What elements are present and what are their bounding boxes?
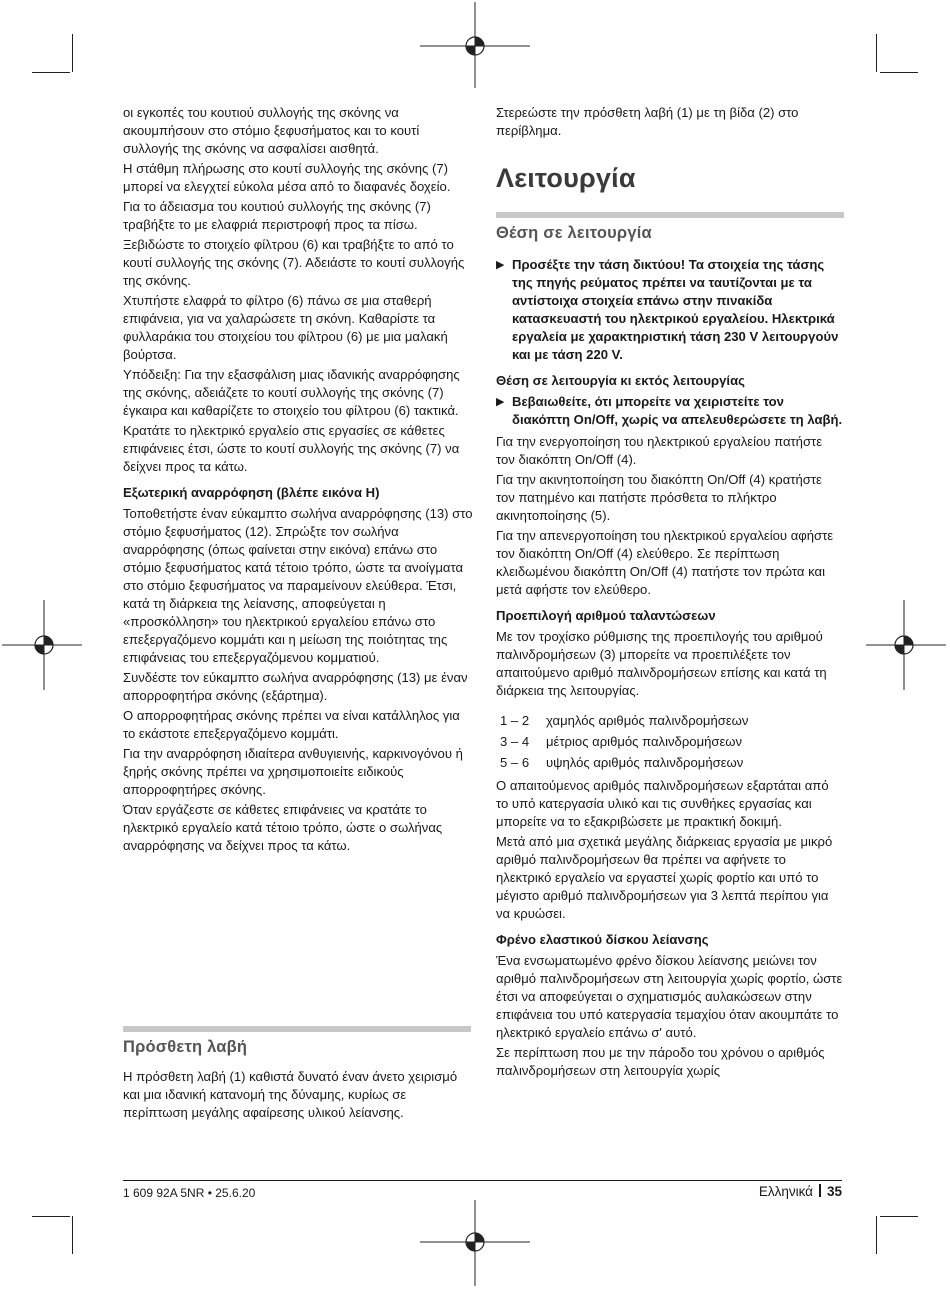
table-row xyxy=(496,752,844,773)
brake-heading: Φρένο ελαστικού δίσκου λείανσης xyxy=(496,932,709,947)
separator xyxy=(819,1184,821,1197)
crop-mark xyxy=(72,1216,73,1254)
registration-mark-bottom xyxy=(420,1200,530,1286)
warning-text: Βεβαιωθείτε, ότι μπορείτε να χειριστείτε τον διακόπτη On/Off, χωρίς να απελευθερώσετε τη λαβή. xyxy=(512,394,843,427)
range-cell: 3 – 4 xyxy=(500,734,530,749)
desc-cell: μέτριος αριθμός παλινδρομήσεων xyxy=(546,734,743,749)
frequency-table xyxy=(496,710,844,773)
external-suction-heading: Εξωτερική αναρρόφηση (βλέπε εικόνα H) xyxy=(123,485,380,500)
crop-mark xyxy=(880,72,918,73)
crop-mark xyxy=(72,34,73,72)
paragraph: Για το άδειασμα του κουτιού συλλογής της σκόνης (7) τραβήξτε το με ελαφριά περιστροφή προς τα πίσω. xyxy=(123,199,431,232)
table-row xyxy=(496,710,844,731)
paragraph: Η στάθμη πλήρωσης στο κουτί συλλογής της σκόνης (7) μπορεί να ελεγχτεί εύκολα μέσα από το διαφανές δοχείο. xyxy=(123,161,451,194)
paragraph: Με τον τροχίσκο ρύθμισης της προεπιλογής του αριθμού παλινδρομήσεων (3) μπορείτε να προεπιλέξετε τον απαιτούμενο αριθμό παλινδρομήσεων επίσης και κατά τη διάρκεια της λειτουργίας. xyxy=(496,629,827,698)
warning-text: Προσέξτε την τάση δικτύου! Τα στοιχεία της τάσης της πηγής ρεύματος πρέπει να ταυτίζονται με τα αντίστοιχα στοιχεία επάνω στην πινακίδα κατασκευαστή του ηλεκτρικού εργαλείου. Ηλεκτρικά εργαλεία με χαρακτηριστική τάση 230 V λειτουργούν και με τάση 220 V. xyxy=(512,257,839,362)
paragraph: Για την απενεργοποίηση του ηλεκτρικού εργαλείου αφήστε τον διακόπτη On/Off (4) ελεύθερο. Σε περίπτωση κλειδωμένου διακόπτη On/Off (4) πατήστε τον πρώτα και μετά αφήστε τον ελεύθερο. xyxy=(496,528,834,597)
page-number: 35 xyxy=(826,1184,842,1199)
paragraph: Μετά από μια σχετικά μεγάλης διάρκειας εργασία με μικρό αριθμό παλινδρομήσεων θα πρέπει να αφήνετε το ηλεκτρικό εργαλείο να εργαστεί χωρίς φορτίο και υπό το μέγιστο αριθμό παλινδρομήσεων για 3 λεπτά περίπου για να κρυώσει. xyxy=(496,834,833,921)
desc-cell: χαμηλός αριθμός παλινδρομήσεων xyxy=(546,713,749,728)
desc-cell: υψηλός αριθμός παλινδρομήσεων xyxy=(546,755,744,770)
registration-mark-top xyxy=(420,2,530,88)
paragraph: Τοποθετήστε έναν εύκαμπτο σωλήνα αναρρόφησης (13) στο στόμιο ξεφυσήματος (12). Σπρώξτε τον σωλήνα αναρρόφησης (όπως φαίνεται στην εικόνα) επάνω στο στόμιο ξεφυσήματος κατά τέτοιο τρόπο, ώστε τα ανοίγματα στο στόμιο ξεφυσήματος να παραμείνουν ελεύθερα. Έτσι, κατά τη διάρκεια της λείανσης, αποφεύγεται η «προσκόλληση» του ηλεκτρικού εργαλείου επάνω στο επεξεργαζόμενο κομμάτι και η μείωση της ποιότητας της επιφάνειας του επεξεργαζόμενου κομματιού. xyxy=(123,506,473,665)
section-heading: Θέση σε λειτουργία xyxy=(496,212,844,242)
crop-mark xyxy=(880,1216,918,1217)
triangle-bullet-icon: ▶ xyxy=(496,396,505,408)
main-heading: Λειτουργία xyxy=(496,163,636,193)
right-column xyxy=(496,104,844,1082)
note-paragraph: Υπόδειξη: Για την εξασφάλιση μιας ιδανικής αναρρόφησης της σκόνης, αδειάζετε το κουτί συλλογής της σκόνης (7) έγκαιρα και καθαρίζετε το στοιχείο του φίλτρου (6) τακτικά. xyxy=(123,367,460,418)
paragraph: Για την ενεργοποίηση του ηλεκτρικού εργαλείου πατήστε τον διακόπτη On/Off (4). xyxy=(496,434,823,467)
table-row xyxy=(496,731,844,752)
crop-mark xyxy=(876,1216,877,1254)
doc-code: 1 609 92A 5NR • 25.6.20 xyxy=(123,1186,256,1200)
registration-mark-left xyxy=(2,600,82,690)
paragraph: Συνδέστε τον εύκαμπτο σωλήνα αναρρόφησης (13) με έναν απορροφητήρα σκόνης (εξάρτημα). xyxy=(123,670,468,703)
paragraph: Στερεώστε την πρόσθετη λαβή (1) με τη βίδα (2) στο περίβλημα. xyxy=(496,105,799,138)
crop-mark xyxy=(32,72,70,73)
onoff-heading: Θέση σε λειτουργία κι εκτός λειτουργίας xyxy=(496,373,745,388)
paragraph: Όταν εργάζεστε σε κάθετες επιφάνειες να κρατάτε το ηλεκτρικό εργαλείο κατά τέτοιο τρόπο, ώστε ο σωλήνας αναρρόφησης να δείχνει προς τα κάτω. xyxy=(123,802,443,853)
language-label: Ελληνικά xyxy=(758,1184,813,1199)
additional-handle-section xyxy=(123,1026,471,1071)
paragraph: οι εγκοπές του κουτιού συλλογής της σκόνης να ακουμπήσουν στο στόμιο ξεφυσήματος και το κουτί συλλογής της σκόνης να ασφαλίσει αισθητά. xyxy=(123,105,420,156)
paragraph: Για την ακινητοποίηση του διακόπτη On/Off (4) κρατήστε τον πατημένο και πατήστε πρόσθετα το πλήκτρο ακινητοποίησης (5). xyxy=(496,472,822,523)
preselect-heading: Προεπιλογή αριθμού ταλαντώσεων xyxy=(496,608,716,623)
paragraph: Ένα ενσωματωμένο φρένο δίσκου λείανσης μειώνει τον αριθμό παλινδρομήσεων στη λειτουργία χωρίς φορτίο, ώστε έτσι να αποφεύγεται ο σχηματισμός αυλακώσεων στην επιφάνεια του υπό κατεργασία τεμαχίου όταν ακουμπάτε το ηλεκτρικό εργαλείο επάνω σ' αυτό. xyxy=(496,953,843,1040)
paragraph: Ξεβιδώστε το στοιχείο φίλτρου (6) και τραβήξτε το από το κουτί συλλογής της σκόνης (7). Αδειάστε το κουτί συλλογής της σκόνης. xyxy=(123,237,465,288)
range-cell: 1 – 2 xyxy=(500,713,530,728)
warning-item xyxy=(496,393,844,429)
footer-rule xyxy=(123,1180,842,1181)
paragraph: Κρατάτε το ηλεκτρικό εργαλείο στις εργασίες σε κάθετες επιφάνειες έτσι, ώστε το κουτί συλλογής της σκόνης (7) να δείχνει προς τα κάτω. xyxy=(123,423,460,474)
left-column xyxy=(123,104,473,857)
additional-handle-text: Η πρόσθετη λαβή (1) καθιστά δυνατό έναν άνετο χειρισμό και μια ιδανική κατανομή της δύναμης, κυρίως σε περίπτωση μεγάλης αφαίρεσης υλικού λείανσης. xyxy=(123,1069,458,1120)
paragraph: Χτυπήστε ελαφρά το φίλτρο (6) πάνω σε μια σταθερή επιφάνεια, για να χαλαρώσετε τη σκόνη. Καθαρίστε τα φυλλαράκια του στοιχείου του φίλτρου (6) με μια μαλακή βούρτσα. xyxy=(123,293,448,362)
triangle-bullet-icon: ▶ xyxy=(496,259,505,271)
warning-item xyxy=(496,256,844,364)
additional-handle-heading: Πρόσθετη λαβή xyxy=(123,1026,471,1057)
range-cell: 5 – 6 xyxy=(500,755,530,770)
crop-mark xyxy=(876,34,877,72)
paragraph: Ο απορροφητήρας σκόνης πρέπει να είναι κατάλληλος για το εκάστοτε επεξεργαζόμενο κομμάτι. xyxy=(123,708,460,741)
registration-mark-right xyxy=(866,600,946,690)
paragraph: Για την αναρρόφηση ιδιαίτερα ανθυγιεινής, καρκινογόνου ή ξηρής σκόνης πρέπει να χρησιμοποιείτε ειδικούς απορροφητήρες σκόνης. xyxy=(123,746,463,797)
page-footer xyxy=(759,1184,842,1199)
crop-mark xyxy=(32,1216,70,1217)
paragraph: Σε περίπτωση που με την πάροδο του χρόνου ο αριθμός παλινδρομήσεων στη λειτουργία χωρίς xyxy=(496,1045,825,1078)
paragraph: Ο απαιτούμενος αριθμός παλινδρομήσεων εξαρτάται από το υπό κατεργασία υλικό και τις συνθήκες εργασίας και μπορείτε να το εξακριβώσετε με πρακτική δοκιμή. xyxy=(496,778,829,829)
